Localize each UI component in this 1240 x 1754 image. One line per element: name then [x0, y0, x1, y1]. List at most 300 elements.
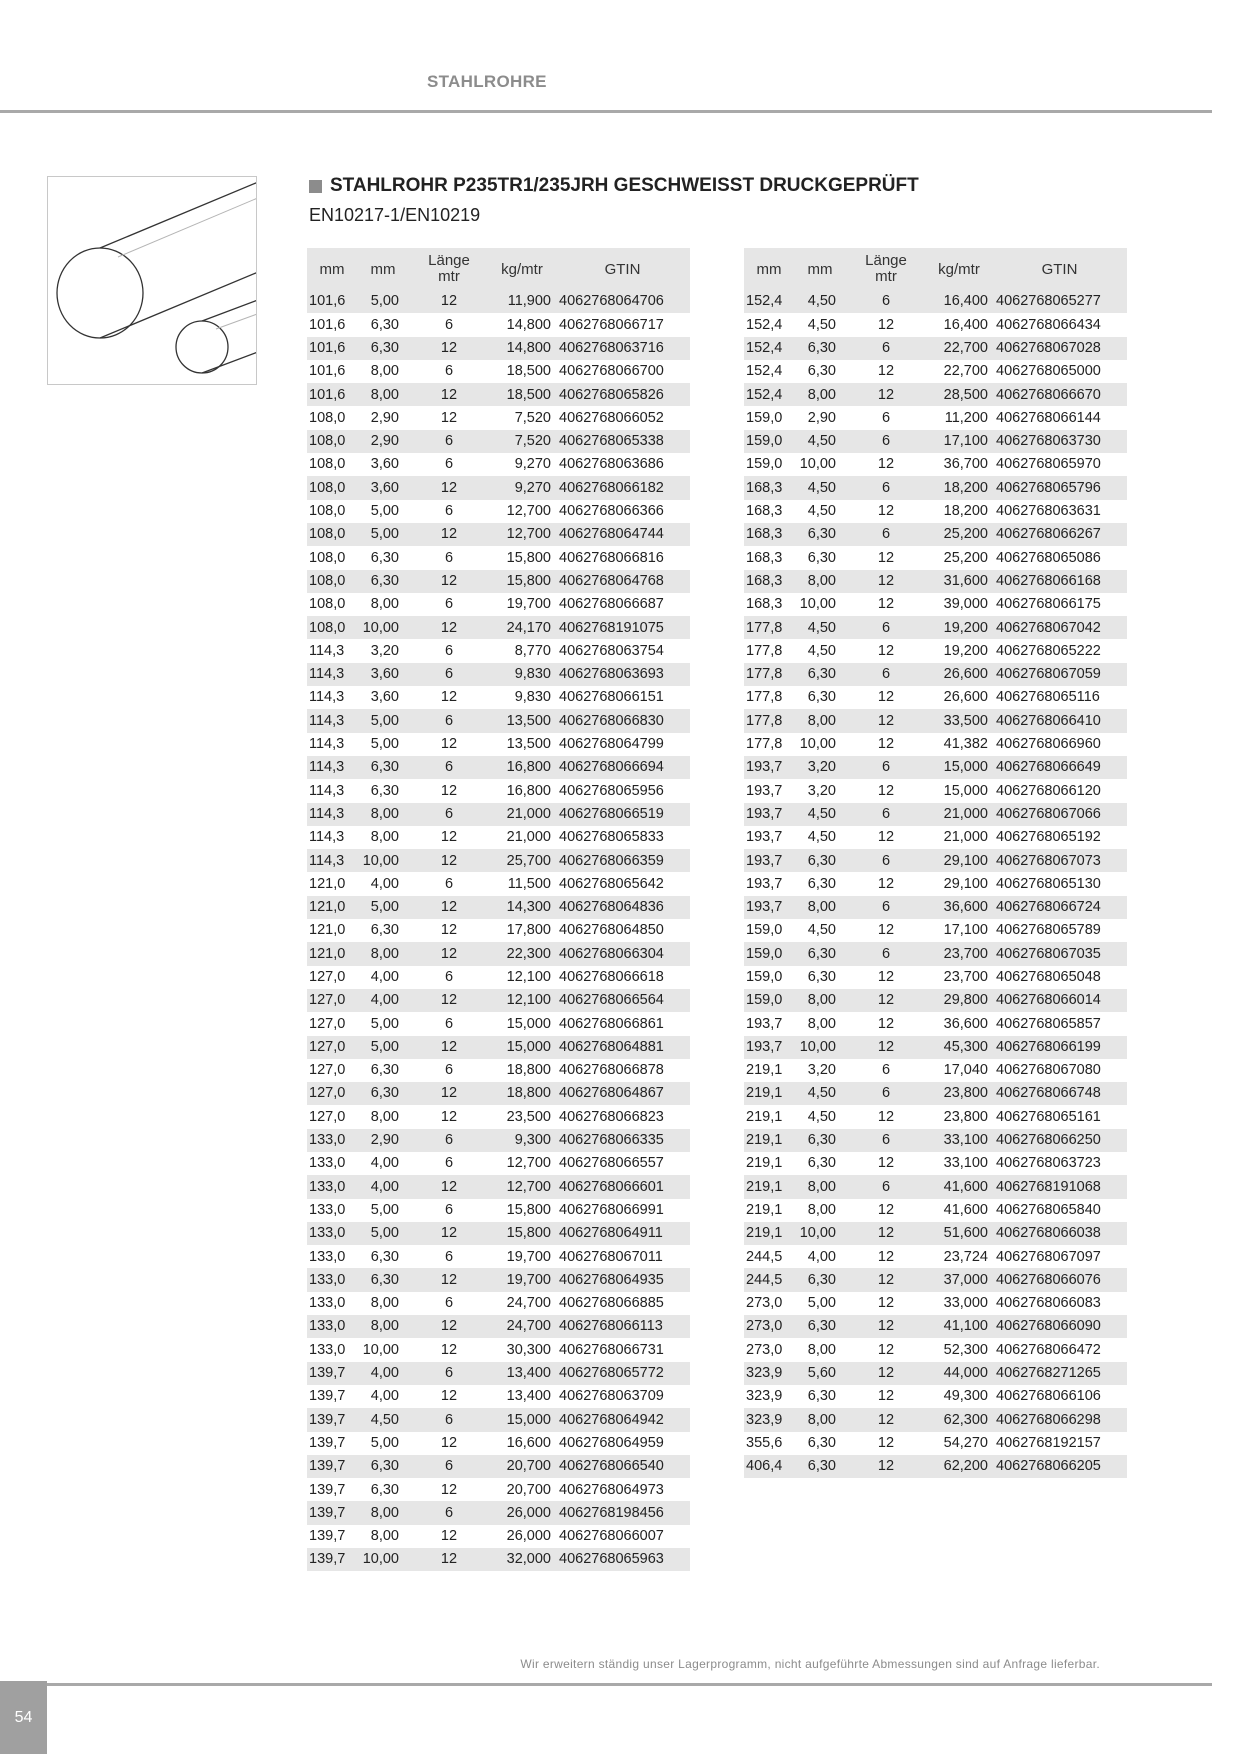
cell-weight: 19,700: [506, 596, 551, 613]
cell-weight: 11,900: [489, 290, 555, 313]
cell-gtin: 4062768064706: [555, 290, 690, 313]
cell-weight: 62,200: [926, 1455, 992, 1478]
cell-diameter: 159,0: [744, 989, 794, 1012]
cell-wall: 6,30: [807, 363, 836, 380]
cell-wall: 5,60: [794, 1362, 846, 1385]
cell-diameter: 168,3: [744, 476, 794, 499]
cell-gtin: 4062768065338: [555, 430, 690, 453]
cell-wall: 6,30: [794, 663, 846, 686]
cell-diameter: 139,7: [309, 1434, 346, 1451]
cell-diameter: 273,0: [746, 1341, 783, 1358]
cell-diameter: 101,6: [309, 316, 346, 333]
cell-length: 12: [409, 476, 489, 499]
table-row: [307, 779, 690, 802]
cell-gtin: 4062768066816: [559, 549, 664, 566]
cell-wall: 6,30: [357, 1082, 409, 1105]
cell-wall: 6,30: [807, 969, 836, 985]
cell-diameter: 139,7: [307, 1455, 357, 1478]
cell-gtin: 4062768065970: [996, 456, 1101, 473]
cell-weight: 16,400: [926, 290, 992, 313]
cell-length: 12: [440, 1481, 458, 1498]
cell-diameter: 139,7: [309, 1388, 346, 1405]
cell-weight: 33,500: [926, 709, 992, 732]
cell-weight: 22,700: [926, 337, 992, 360]
cell-gtin: 4062768065796: [992, 476, 1127, 499]
table-row: [744, 1338, 1127, 1361]
cell-gtin: 4062768066250: [992, 1129, 1127, 1152]
cell-weight: 25,200: [926, 523, 992, 546]
cell-gtin: 4062768066151: [559, 689, 664, 706]
cell-diameter: 177,8: [746, 736, 783, 753]
cell-wall: 8,00: [370, 363, 399, 380]
cell-diameter: 108,0: [307, 476, 357, 499]
table-body-right: [744, 290, 1127, 1478]
cell-diameter: 193,7: [746, 875, 783, 892]
cell-weight: 15,800: [489, 570, 555, 593]
table-header-row: [744, 248, 1127, 290]
cell-gtin: 4062768067028: [992, 337, 1127, 360]
cell-gtin: 4062768063686: [559, 456, 664, 473]
cell-length: 12: [877, 875, 895, 892]
cell-gtin: 4062768065857: [996, 1015, 1101, 1032]
cell-length: 12: [440, 736, 458, 753]
cell-weight: 15,000: [506, 1015, 551, 1032]
cell-wall: 6,30: [794, 1315, 846, 1338]
cell-gtin: 4062768066366: [559, 503, 664, 520]
cell-wall: 4,50: [807, 829, 836, 846]
cell-wall: 4,00: [370, 969, 399, 985]
cell-weight: 23,500: [506, 1108, 551, 1125]
cell-diameter: 159,0: [746, 456, 783, 473]
table-row: [307, 896, 690, 919]
cell-gtin: 4062768066618: [559, 969, 664, 985]
cell-wall: 3,20: [807, 1062, 836, 1079]
table-row: [307, 1408, 690, 1431]
cell-weight: 33,000: [943, 1295, 988, 1312]
cell-length: 12: [877, 1248, 895, 1265]
cell-gtin: 4062768066359: [555, 849, 690, 872]
cell-weight: 23,724: [943, 1248, 988, 1265]
table-row: [744, 1455, 1127, 1478]
cell-gtin: 4062768064836: [555, 896, 690, 919]
cell-weight: 41,100: [926, 1315, 992, 1338]
cell-diameter: 133,0: [307, 1222, 357, 1245]
cell-diameter: 108,0: [309, 409, 346, 426]
cell-diameter: 127,0: [309, 1015, 346, 1032]
cell-diameter: 193,7: [746, 829, 783, 846]
cell-diameter: 133,0: [309, 1341, 346, 1358]
cell-gtin: 4062768271265: [992, 1362, 1127, 1385]
cell-diameter: 121,0: [307, 942, 357, 965]
cell-wall: 6,30: [357, 1268, 409, 1291]
cell-diameter: 355,6: [746, 1434, 783, 1451]
cell-weight: 18,200: [943, 503, 988, 520]
table-row: [744, 1175, 1127, 1198]
table-row: [744, 1432, 1127, 1455]
cell-wall: 8,00: [357, 942, 409, 965]
cell-weight: 33,100: [926, 1129, 992, 1152]
cell-diameter: 193,7: [744, 803, 794, 826]
cell-diameter: 139,7: [307, 1548, 357, 1571]
cell-length: 6: [444, 1295, 454, 1312]
cell-wall: 4,50: [357, 1408, 409, 1431]
table-row: [307, 523, 690, 546]
cell-diameter: 152,4: [746, 363, 783, 380]
cell-wall: 6,30: [794, 523, 846, 546]
cell-weight: 20,700: [489, 1455, 555, 1478]
cell-weight: 13,500: [489, 709, 555, 732]
cell-length: 6: [846, 756, 926, 779]
cell-weight: 13,400: [489, 1362, 555, 1385]
cell-weight: 29,800: [926, 989, 992, 1012]
table-row: [744, 639, 1127, 662]
cell-diameter: 114,3: [307, 756, 357, 779]
cell-weight: 49,300: [943, 1388, 988, 1405]
cell-length: 12: [409, 896, 489, 919]
table-row: [307, 1059, 690, 1082]
table-row: [307, 1175, 690, 1198]
cell-length: 6: [409, 1362, 489, 1385]
cell-weight: 9,270: [489, 476, 555, 499]
cell-wall: 3,20: [807, 782, 836, 799]
cell-weight: 23,700: [926, 942, 992, 965]
cell-diameter: 152,4: [744, 337, 794, 360]
table-row: [307, 1501, 690, 1524]
cell-diameter: 133,0: [309, 1201, 346, 1218]
header-wall: mm: [357, 248, 409, 290]
cell-wall: 2,90: [807, 409, 836, 426]
cell-diameter: 193,7: [744, 1036, 794, 1059]
cell-diameter: 133,0: [307, 1129, 357, 1152]
cell-wall: 6,30: [370, 782, 399, 799]
cell-gtin: 4062768066700: [559, 363, 664, 380]
table-row: [744, 1152, 1127, 1175]
table-row: [744, 779, 1127, 802]
cell-wall: 5,00: [370, 503, 399, 520]
cell-length: 12: [440, 922, 458, 939]
cell-gtin: 4062768064768: [555, 570, 690, 593]
table-row: [307, 1292, 690, 1315]
cell-gtin: 4062768067080: [996, 1062, 1101, 1079]
cell-weight: 25,700: [489, 849, 555, 872]
table-row: [744, 872, 1127, 895]
cell-length: 12: [877, 736, 895, 753]
cell-length: 12: [440, 829, 458, 846]
cell-weight: 13,400: [506, 1388, 551, 1405]
cell-diameter: 101,6: [307, 290, 357, 313]
cell-length: 6: [881, 1062, 891, 1079]
cell-weight: 25,200: [943, 549, 988, 566]
table-row: [307, 942, 690, 965]
header-weight: kg/mtr: [489, 248, 555, 290]
table-row: [744, 1036, 1127, 1059]
cell-gtin: 4062768192157: [996, 1434, 1101, 1451]
cell-gtin: 4062768065772: [555, 1362, 690, 1385]
cell-weight: 19,700: [506, 1248, 551, 1265]
cell-weight: 36,600: [943, 1015, 988, 1032]
cell-gtin: 4062768066199: [992, 1036, 1127, 1059]
table-row: [307, 1129, 690, 1152]
table-row: [307, 1199, 690, 1222]
cell-wall: 2,90: [370, 409, 399, 426]
cell-weight: 24,700: [489, 1315, 555, 1338]
cell-diameter: 108,0: [309, 456, 346, 473]
cell-length: 6: [409, 803, 489, 826]
cell-diameter: 193,7: [744, 896, 794, 919]
cell-weight: 39,000: [943, 596, 988, 613]
cell-diameter: 219,1: [744, 1082, 794, 1105]
cell-weight: 19,700: [489, 1268, 555, 1291]
cell-diameter: 323,9: [744, 1408, 794, 1431]
cell-length: 12: [846, 1315, 926, 1338]
cell-wall: 10,00: [357, 616, 409, 639]
table-row: [744, 896, 1127, 919]
cell-gtin: 4062768066410: [992, 709, 1127, 732]
cell-weight: 14,800: [489, 337, 555, 360]
cell-diameter: 114,3: [307, 849, 357, 872]
cell-gtin: 4062768063754: [559, 642, 664, 659]
cell-gtin: 4062768065000: [996, 363, 1101, 380]
cell-gtin: 4062768066731: [559, 1341, 664, 1358]
cell-diameter: 219,1: [746, 1062, 783, 1079]
cell-gtin: 4062768066205: [992, 1455, 1127, 1478]
table-row: [307, 500, 690, 523]
cell-weight: 36,700: [943, 456, 988, 473]
cell-length: 6: [846, 430, 926, 453]
cell-gtin: 4062768065130: [996, 875, 1101, 892]
cell-length: 12: [440, 1434, 458, 1451]
cell-length: 12: [409, 337, 489, 360]
cell-gtin: 4062768064973: [559, 1481, 664, 1498]
cell-gtin: 4062768064959: [559, 1434, 664, 1451]
cell-gtin: 4062768064744: [555, 523, 690, 546]
table-row: [744, 1268, 1127, 1291]
cell-diameter: 108,0: [307, 570, 357, 593]
cell-gtin: 4062768063709: [559, 1388, 664, 1405]
cell-gtin: 4062768066472: [996, 1341, 1101, 1358]
cell-weight: 17,100: [943, 922, 988, 939]
cell-diameter: 121,0: [309, 875, 346, 892]
cell-weight: 21,000: [926, 803, 992, 826]
table-row: [307, 709, 690, 732]
cell-wall: 4,50: [794, 290, 846, 313]
cell-gtin: 4062768063730: [992, 430, 1127, 453]
cell-diameter: 159,0: [744, 430, 794, 453]
cell-diameter: 168,3: [744, 570, 794, 593]
cell-gtin: 4062768066717: [559, 316, 664, 333]
cell-gtin: 4062768065048: [996, 969, 1101, 985]
cell-gtin: 4062768066335: [555, 1129, 690, 1152]
cell-length: 6: [444, 596, 454, 613]
cell-length: 12: [409, 1175, 489, 1198]
cell-length: 12: [409, 1315, 489, 1338]
cell-wall: 4,00: [807, 1248, 836, 1265]
cell-wall: 4,50: [794, 1082, 846, 1105]
cell-gtin: 4062768065222: [996, 642, 1101, 659]
cell-length: 12: [846, 1268, 926, 1291]
cell-diameter: 193,7: [746, 782, 783, 799]
cell-wall: 10,00: [794, 1036, 846, 1059]
cell-gtin: 4062768066038: [992, 1222, 1127, 1245]
cell-weight: 12,700: [506, 1155, 551, 1172]
cell-weight: 22,700: [943, 363, 988, 380]
cell-length: 6: [444, 642, 454, 659]
table-row: [307, 1478, 690, 1501]
cell-gtin: 4062768066083: [996, 1295, 1101, 1312]
cell-wall: 5,00: [357, 290, 409, 313]
table-row: [307, 430, 690, 453]
cell-gtin: 4062768066052: [559, 409, 664, 426]
cell-weight: 17,040: [943, 1062, 988, 1079]
cell-diameter: 406,4: [744, 1455, 794, 1478]
cell-weight: 15,000: [926, 756, 992, 779]
cell-weight: 15,800: [489, 1222, 555, 1245]
cell-length: 12: [846, 383, 926, 406]
cell-weight: 24,170: [489, 616, 555, 639]
header-gtin: GTIN: [992, 248, 1127, 290]
header-weight: kg/mtr: [926, 248, 992, 290]
cell-gtin: 4062768066885: [559, 1295, 664, 1312]
cell-gtin: 4062768066687: [559, 596, 664, 613]
cell-length: 12: [877, 969, 895, 985]
cell-wall: 4,50: [807, 1108, 836, 1125]
pipe-table-right: [744, 248, 1127, 1478]
cell-wall: 6,30: [370, 1248, 399, 1265]
cell-weight: 23,800: [926, 1082, 992, 1105]
cell-weight: 18,500: [506, 363, 551, 380]
cell-gtin: 4062768066649: [992, 756, 1127, 779]
cell-wall: 10,00: [799, 736, 836, 753]
cell-length: 12: [877, 1434, 895, 1451]
table-row: [744, 616, 1127, 639]
table-row: [744, 313, 1127, 336]
cell-wall: 4,00: [357, 1175, 409, 1198]
table-row: [744, 1199, 1127, 1222]
cell-gtin: 4062768066564: [555, 989, 690, 1012]
cell-gtin: 4062768065963: [555, 1548, 690, 1571]
cell-diameter: 139,7: [307, 1362, 357, 1385]
cell-diameter: 114,3: [307, 663, 357, 686]
cell-gtin: 4062768191068: [992, 1175, 1127, 1198]
cell-gtin: 4062768065161: [996, 1108, 1101, 1125]
cell-wall: 6,30: [357, 756, 409, 779]
table-row: [744, 1385, 1127, 1408]
table-row: [307, 1315, 690, 1338]
cell-wall: 8,00: [370, 1528, 399, 1545]
cell-gtin: 4062768064799: [559, 736, 664, 753]
cell-diameter: 159,0: [744, 942, 794, 965]
cell-wall: 4,50: [794, 430, 846, 453]
cell-length: 6: [444, 1062, 454, 1079]
cell-wall: 5,00: [370, 736, 399, 753]
table-row: [744, 1012, 1127, 1035]
cell-length: 6: [444, 969, 454, 985]
cell-length: 12: [409, 1268, 489, 1291]
table-row: [307, 1105, 690, 1128]
cell-diameter: 152,4: [744, 290, 794, 313]
cell-diameter: 108,0: [309, 503, 346, 520]
cell-wall: 6,30: [370, 316, 399, 333]
cell-weight: 41,382: [943, 736, 988, 753]
cell-weight: 18,200: [926, 476, 992, 499]
table-row: [307, 1385, 690, 1408]
cell-weight: 45,300: [926, 1036, 992, 1059]
cell-gtin: 4062768066106: [996, 1388, 1101, 1405]
cell-diameter: 108,0: [309, 549, 346, 566]
cell-length: 12: [409, 849, 489, 872]
cell-weight: 12,700: [506, 503, 551, 520]
cell-length: 12: [877, 922, 895, 939]
cell-length: 12: [440, 1528, 458, 1545]
cell-gtin: 4062768066014: [992, 989, 1127, 1012]
cell-wall: 6,30: [370, 1481, 399, 1498]
table-row: [744, 709, 1127, 732]
cell-gtin: 4062768064911: [555, 1222, 690, 1245]
cell-gtin: 4062768065789: [996, 922, 1101, 939]
cell-weight: 44,000: [926, 1362, 992, 1385]
table-row: [307, 826, 690, 849]
table-row: [744, 476, 1127, 499]
cell-length: 6: [846, 290, 926, 313]
cell-gtin: 4062768067035: [992, 942, 1127, 965]
cell-wall: 4,50: [807, 642, 836, 659]
cell-weight: 16,400: [943, 316, 988, 333]
cell-weight: 19,200: [943, 642, 988, 659]
cell-length: 6: [846, 803, 926, 826]
cell-length: 12: [409, 1036, 489, 1059]
table-row: [744, 663, 1127, 686]
cell-length: 12: [846, 570, 926, 593]
table-row: [307, 1152, 690, 1175]
table-row: [744, 686, 1127, 709]
table-header-row: [307, 248, 690, 290]
cell-weight: 12,100: [489, 989, 555, 1012]
table-row: [307, 733, 690, 756]
cell-length: 12: [877, 1295, 895, 1312]
cell-gtin: 4062768066724: [992, 896, 1127, 919]
table-row: [744, 570, 1127, 593]
cell-length: 12: [877, 1388, 895, 1405]
cell-gtin: 4062768066090: [992, 1315, 1127, 1338]
table-row: [307, 1082, 690, 1105]
cell-weight: 23,700: [943, 969, 988, 985]
table-row: [307, 1432, 690, 1455]
cell-diameter: 108,0: [307, 616, 357, 639]
cell-wall: 4,00: [370, 1388, 399, 1405]
cell-length: 6: [409, 756, 489, 779]
table-row: [307, 406, 690, 429]
cell-wall: 6,30: [357, 1455, 409, 1478]
table-row: [307, 360, 690, 383]
table-row: [744, 500, 1127, 523]
cell-wall: 10,00: [357, 849, 409, 872]
table-row: [744, 290, 1127, 313]
cell-weight: 9,830: [514, 689, 551, 706]
cell-weight: 7,520: [489, 430, 555, 453]
cell-weight: 41,600: [926, 1175, 992, 1198]
cell-length: 12: [877, 1108, 895, 1125]
cell-weight: 37,000: [926, 1268, 992, 1291]
cell-weight: 16,600: [506, 1434, 551, 1451]
cell-length: 6: [846, 523, 926, 546]
footer-note: Wir erweitern ständig unser Lagerprogramm, nicht aufgeführte Abmessungen sind auf Anfrage lieferbar.: [520, 1657, 1100, 1671]
cell-gtin: 4062768066076: [992, 1268, 1127, 1291]
cell-gtin: 4062768066601: [555, 1175, 690, 1198]
cell-weight: 8,770: [514, 642, 551, 659]
cell-weight: 26,600: [943, 689, 988, 706]
cell-wall: 3,60: [370, 689, 399, 706]
header-length-line1: Länge: [865, 251, 907, 269]
